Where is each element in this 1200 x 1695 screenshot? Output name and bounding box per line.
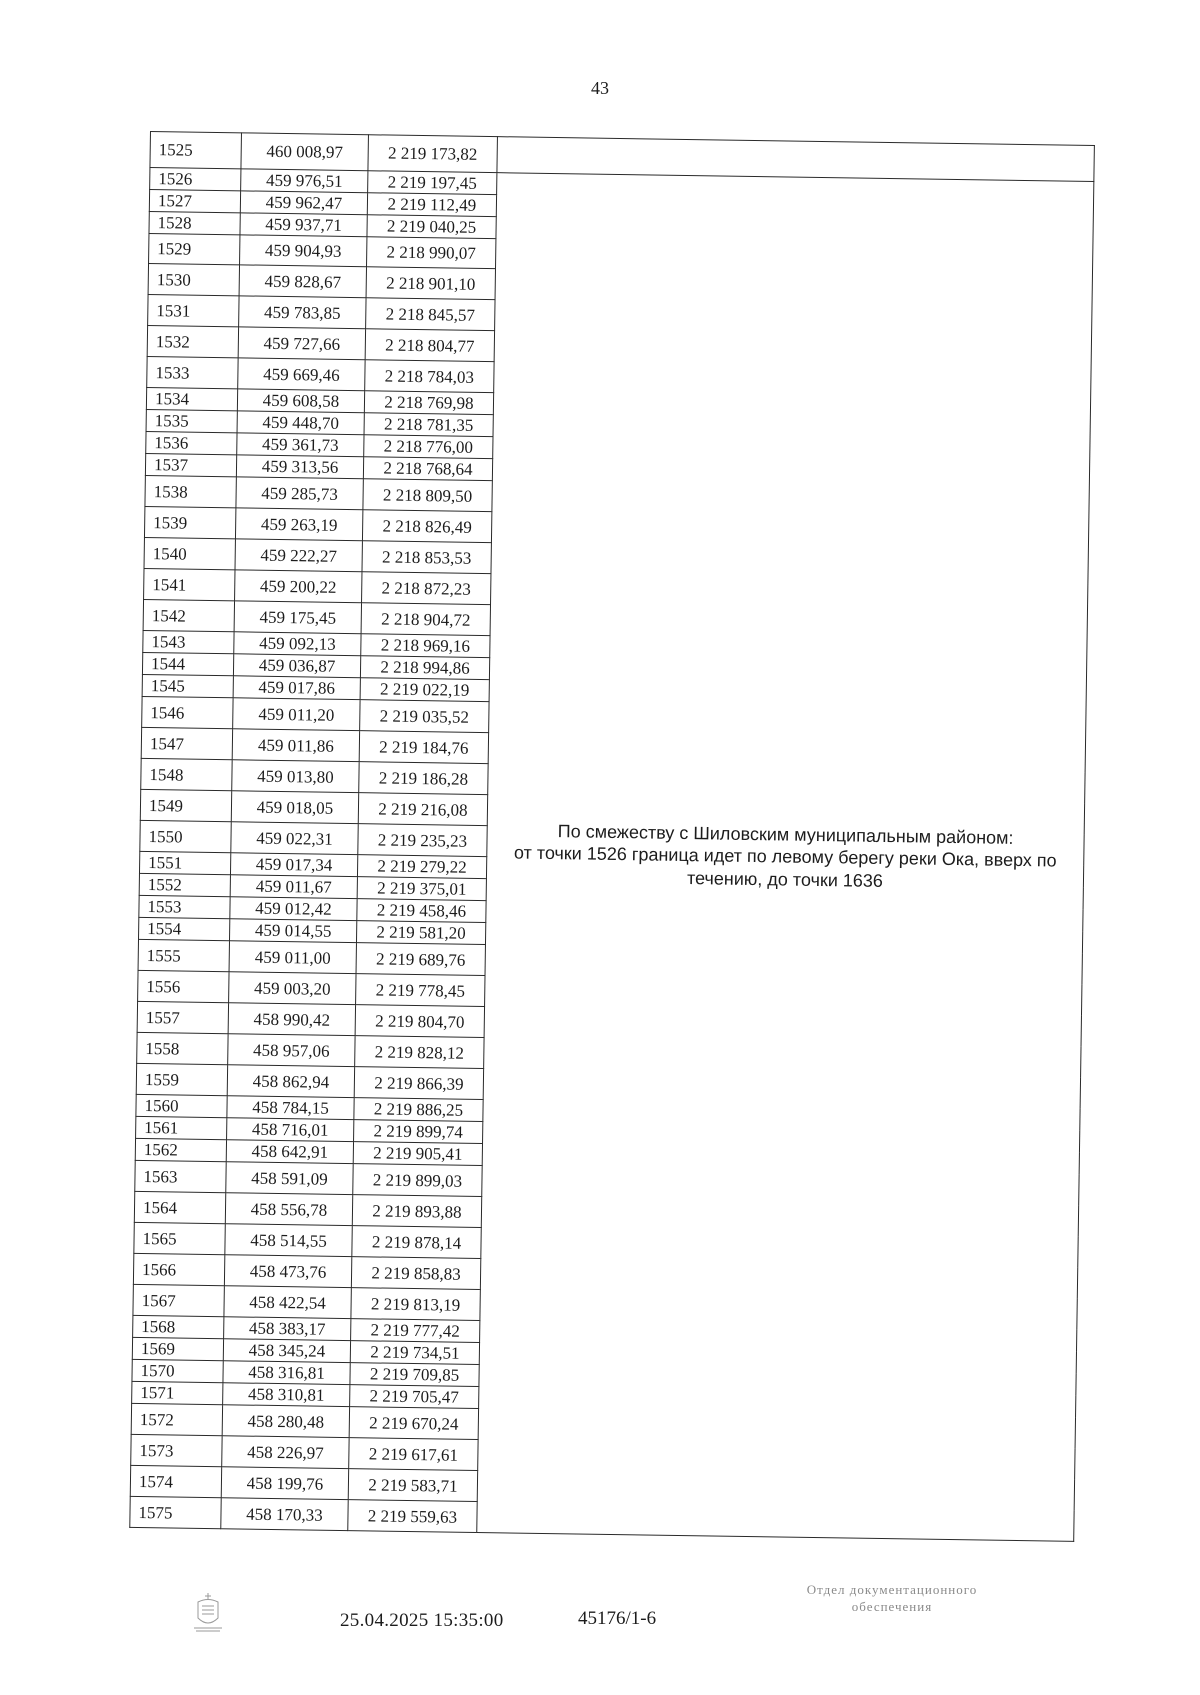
- stamp-line: Отдел документационного: [806, 1582, 978, 1597]
- y-coordinate: 2 219 709,85: [350, 1363, 479, 1387]
- point-number: 1573: [131, 1434, 222, 1466]
- point-number: 1546: [142, 696, 233, 728]
- x-coordinate: 458 316,81: [223, 1361, 350, 1385]
- point-number: 1530: [148, 263, 239, 295]
- x-coordinate: 459 962,47: [240, 191, 367, 215]
- point-number: 1549: [140, 789, 231, 821]
- x-coordinate: 459 013,80: [232, 760, 359, 793]
- y-coordinate: 2 219 458,46: [357, 899, 486, 923]
- point-number: 1534: [146, 387, 237, 410]
- x-coordinate: 459 175,45: [234, 601, 361, 634]
- y-coordinate: 2 219 866,39: [354, 1067, 483, 1100]
- x-coordinate: 459 092,13: [234, 632, 361, 656]
- x-coordinate: 458 784,15: [227, 1096, 354, 1120]
- x-coordinate: 459 828,67: [239, 265, 366, 298]
- footer-datetime: 25.04.2025 15:35:00: [340, 1610, 504, 1631]
- point-number: 1550: [140, 820, 231, 852]
- y-coordinate: 2 218 826,49: [362, 510, 491, 543]
- description-line: от точки 1526 граница идет по левому берегу реки Ока, вверх по: [513, 842, 1057, 871]
- x-coordinate: 458 345,24: [223, 1339, 350, 1363]
- point-number: 1560: [136, 1094, 227, 1117]
- x-coordinate: 459 263,19: [235, 508, 362, 541]
- y-coordinate: 2 219 777,42: [351, 1319, 480, 1343]
- point-number: 1547: [141, 727, 232, 759]
- y-coordinate: 2 218 769,98: [364, 391, 493, 415]
- point-number: 1566: [133, 1253, 224, 1285]
- point-number: 1556: [138, 970, 229, 1002]
- x-coordinate: 459 608,58: [237, 389, 364, 413]
- y-coordinate: 2 219 583,71: [348, 1469, 477, 1502]
- description-line: течению, до точки 1636: [686, 867, 884, 891]
- x-coordinate: 459 012,42: [230, 897, 357, 921]
- x-coordinate: 459 014,55: [229, 919, 356, 943]
- point-number: 1545: [142, 674, 233, 697]
- point-number: 1562: [135, 1138, 226, 1161]
- y-coordinate: 2 219 813,19: [351, 1288, 480, 1321]
- y-coordinate: 2 218 776,00: [364, 435, 493, 459]
- point-number: 1568: [133, 1315, 224, 1338]
- x-coordinate: 459 017,86: [233, 676, 360, 700]
- point-number: 1535: [146, 409, 237, 432]
- point-number: 1561: [136, 1116, 227, 1139]
- point-number: 1548: [141, 758, 232, 790]
- point-number: 1527: [149, 190, 240, 213]
- point-number: 1574: [130, 1465, 221, 1497]
- point-number: 1544: [142, 652, 233, 675]
- x-coordinate: 458 226,97: [222, 1436, 349, 1469]
- point-number: 1571: [132, 1381, 223, 1404]
- point-number: 1555: [138, 939, 229, 971]
- x-coordinate: 458 199,76: [221, 1467, 348, 1500]
- x-coordinate: 459 727,66: [238, 327, 365, 360]
- y-coordinate: 2 219 184,76: [359, 731, 488, 764]
- x-coordinate: 459 200,22: [235, 570, 362, 603]
- x-coordinate: 459 011,20: [233, 698, 360, 731]
- y-coordinate: 2 218 904,72: [361, 603, 490, 636]
- x-coordinate: 459 783,85: [239, 296, 366, 329]
- x-coordinate: 458 716,01: [227, 1118, 354, 1142]
- y-coordinate: 2 218 969,16: [361, 634, 490, 658]
- y-coordinate: 2 219 235,23: [358, 824, 487, 857]
- x-coordinate: 459 011,67: [230, 875, 357, 899]
- point-number: 1539: [144, 506, 235, 538]
- x-coordinate: 458 990,42: [228, 1003, 355, 1036]
- x-coordinate: 459 669,46: [238, 358, 365, 391]
- point-number: 1525: [150, 132, 242, 169]
- point-number: 1575: [130, 1496, 221, 1528]
- point-number: 1564: [134, 1191, 225, 1223]
- y-coordinate: 2 218 768,64: [363, 457, 492, 481]
- point-number: 1552: [139, 873, 230, 896]
- point-number: 1528: [149, 211, 240, 234]
- x-coordinate: 458 556,78: [225, 1193, 352, 1226]
- point-number: 1529: [149, 233, 240, 264]
- y-coordinate: 2 219 899,74: [354, 1120, 483, 1144]
- point-number: 1570: [132, 1359, 223, 1382]
- y-coordinate: 2 219 858,83: [351, 1257, 480, 1290]
- y-coordinate: 2 218 990,07: [367, 237, 496, 269]
- y-coordinate: 2 219 112,49: [367, 193, 496, 217]
- y-coordinate: 2 218 853,53: [362, 541, 491, 574]
- point-number: 1565: [134, 1222, 225, 1254]
- y-coordinate: 2 219 040,25: [367, 215, 496, 239]
- x-coordinate: 458 280,48: [222, 1405, 349, 1438]
- x-coordinate: 459 011,00: [229, 941, 356, 974]
- point-number: 1532: [147, 325, 238, 357]
- point-number: 1557: [137, 1001, 228, 1033]
- x-coordinate: 458 642,91: [226, 1140, 353, 1164]
- point-number: 1542: [143, 599, 234, 631]
- y-coordinate: 2 219 905,41: [353, 1142, 482, 1166]
- x-coordinate: 458 310,81: [223, 1383, 350, 1407]
- point-number: 1543: [143, 630, 234, 653]
- y-coordinate: 2 219 778,45: [356, 974, 485, 1007]
- y-coordinate: 2 218 872,23: [362, 572, 491, 605]
- footer-document-number: 45176/1-6: [578, 1608, 657, 1629]
- x-coordinate: 459 222,27: [235, 539, 362, 572]
- point-number: 1540: [144, 537, 235, 569]
- x-coordinate: 459 022,31: [231, 822, 358, 855]
- y-coordinate: 2 218 994,86: [360, 656, 489, 680]
- point-number: 1537: [145, 453, 236, 476]
- boundary-description: [477, 173, 1094, 1542]
- point-number: 1553: [139, 895, 230, 918]
- y-coordinate: 2 219 734,51: [350, 1341, 479, 1365]
- coat-of-arms-icon: [186, 1590, 230, 1634]
- y-coordinate: 2 219 375,01: [357, 877, 486, 901]
- y-coordinate: 2 219 186,28: [359, 762, 488, 795]
- point-number: 1567: [133, 1284, 224, 1316]
- y-coordinate: 2 219 828,12: [355, 1036, 484, 1069]
- y-coordinate: 2 219 893,88: [352, 1195, 481, 1228]
- description-line: По смежеству с Шиловским муниципальным районом:: [557, 820, 1014, 848]
- point-number: 1559: [136, 1063, 227, 1095]
- x-coordinate: 458 422,54: [224, 1286, 351, 1319]
- x-coordinate: 459 018,05: [231, 791, 358, 824]
- x-coordinate: 460 008,97: [241, 133, 369, 171]
- x-coordinate: 458 514,55: [225, 1224, 352, 1257]
- point-number: 1558: [137, 1032, 228, 1064]
- y-coordinate: 2 219 705,47: [350, 1385, 479, 1409]
- x-coordinate: 458 591,09: [226, 1162, 353, 1195]
- x-coordinate: 459 313,56: [236, 455, 363, 479]
- y-coordinate: 2 218 901,10: [366, 267, 495, 300]
- y-coordinate: 2 219 886,25: [354, 1098, 483, 1122]
- y-coordinate: 2 219 617,61: [349, 1438, 478, 1471]
- x-coordinate: 459 003,20: [229, 972, 356, 1005]
- y-coordinate: 2 219 804,70: [355, 1005, 484, 1038]
- point-number: 1572: [131, 1403, 222, 1435]
- x-coordinate: 459 448,70: [237, 411, 364, 435]
- x-coordinate: 459 976,51: [241, 169, 368, 193]
- y-coordinate: 2 219 581,20: [356, 921, 485, 945]
- y-coordinate: 2 218 809,50: [363, 479, 492, 512]
- x-coordinate: 459 937,71: [240, 213, 367, 237]
- x-coordinate: 458 957,06: [228, 1034, 355, 1067]
- x-coordinate: 458 383,17: [224, 1317, 351, 1341]
- x-coordinate: 458 862,94: [227, 1065, 354, 1098]
- y-coordinate: 2 219 022,19: [360, 678, 489, 702]
- y-coordinate: 2 219 899,03: [353, 1164, 482, 1197]
- y-coordinate: 2 219 670,24: [349, 1407, 478, 1440]
- y-coordinate: 2 218 804,77: [365, 329, 494, 362]
- y-coordinate: 2 218 781,35: [364, 413, 493, 437]
- stamp-line: обеспечения: [851, 1598, 933, 1614]
- point-number: 1536: [146, 431, 237, 454]
- x-coordinate: 458 473,76: [224, 1255, 351, 1288]
- x-coordinate: 458 170,33: [221, 1498, 348, 1531]
- department-stamp: [752, 1582, 1032, 1616]
- point-number: 1538: [145, 475, 236, 507]
- point-number: 1551: [139, 851, 230, 874]
- x-coordinate: 459 904,93: [240, 235, 367, 267]
- y-coordinate: 2 219 173,82: [368, 135, 498, 173]
- y-coordinate: 2 219 878,14: [352, 1226, 481, 1259]
- y-coordinate: 2 219 197,45: [368, 171, 497, 195]
- y-coordinate: 2 218 784,03: [365, 360, 494, 393]
- coordinates-table: [129, 131, 1095, 1542]
- point-number: 1554: [139, 917, 230, 940]
- point-number: 1563: [135, 1160, 226, 1192]
- x-coordinate: 459 036,87: [233, 654, 360, 678]
- x-coordinate: 459 017,34: [230, 853, 357, 877]
- y-coordinate: 2 219 279,22: [357, 855, 486, 879]
- page-number: 43: [591, 78, 609, 98]
- point-number: 1533: [147, 356, 238, 388]
- point-number: 1531: [148, 294, 239, 326]
- x-coordinate: 459 011,86: [232, 729, 359, 762]
- x-coordinate: 459 361,73: [237, 433, 364, 457]
- y-coordinate: 2 219 689,76: [356, 943, 485, 976]
- point-number: 1526: [150, 168, 241, 191]
- point-number: 1541: [144, 568, 235, 600]
- y-coordinate: 2 219 035,52: [360, 700, 489, 733]
- y-coordinate: 2 218 845,57: [366, 298, 495, 331]
- x-coordinate: 459 285,73: [236, 477, 363, 510]
- y-coordinate: 2 219 216,08: [358, 793, 487, 826]
- point-number: 1569: [132, 1337, 223, 1360]
- y-coordinate: 2 219 559,63: [348, 1500, 477, 1533]
